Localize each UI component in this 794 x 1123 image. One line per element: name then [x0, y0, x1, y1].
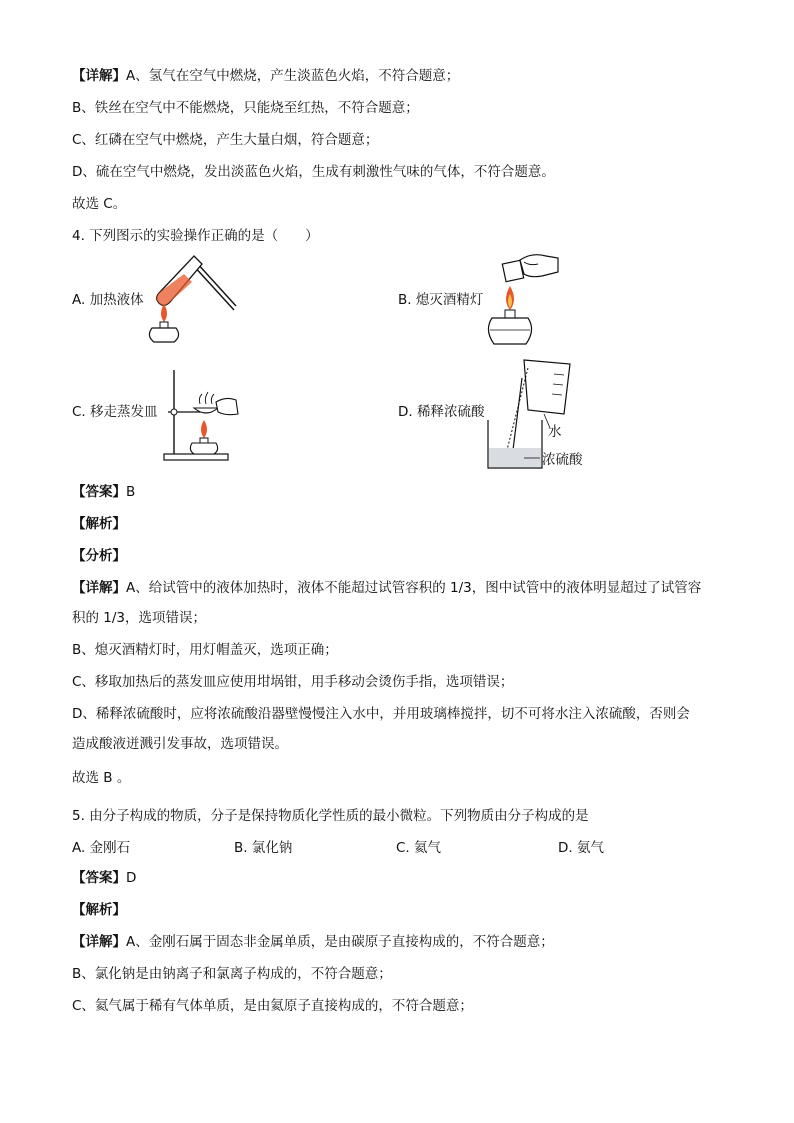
q4-option-b: B. 熄灭酒精灯	[398, 292, 484, 308]
q4-option-a: A. 加热液体	[72, 292, 144, 308]
q4-fenxi-tag: 【分析】	[72, 548, 126, 564]
detail-tag: 【详解】	[72, 68, 126, 84]
q4-detail-a1	[72, 578, 701, 598]
answer-value: D	[126, 870, 137, 886]
q4-answer	[72, 482, 135, 502]
detail-tag: 【详解】	[72, 580, 126, 596]
q5-analysis-tag: 【解析】	[72, 902, 126, 918]
q3-choose: 故选 C。	[72, 196, 127, 212]
q4-detail-d1: D、稀释浓硫酸时，应将浓硫酸沿器壁慢慢注入水中，并用玻璃棒搅拌，切不可将水注入浓硫酸，否则会	[72, 706, 690, 722]
q5-option-c: C. 氦气	[396, 840, 442, 856]
q3-detail-d: D、硫在空气中燃烧，发出淡蓝色火焰，生成有刺激性气味的气体，不符合题意。	[72, 164, 555, 180]
q5-detail-a	[72, 932, 554, 952]
q4-detail-a2: 积的 1/3，选项错误；	[72, 610, 207, 626]
q5-option-a: A. 金刚石	[72, 840, 131, 856]
label-concentrated-acid: 浓硫酸	[542, 452, 583, 468]
detail-text: A、金刚石属于固态非金属单质，是由碳原子直接构成的，不符合题意；	[126, 934, 554, 950]
q4-choose: 故选 B 。	[72, 770, 131, 786]
q3-detail-a	[72, 66, 459, 86]
q5-stem: 5. 由分子构成的物质，分子是保持物质化学性质的最小微粒。下列物质由分子构成的是	[72, 808, 589, 824]
q4-analysis-tag: 【解析】	[72, 516, 126, 532]
q5-detail-c: C、氦气属于稀有气体单质，是由氦原子直接构成的，不符合题意；	[72, 998, 473, 1014]
detail-text: A、氢气在空气中燃烧，产生淡蓝色火焰，不符合题意；	[126, 68, 460, 84]
figure-extinguish-lamp	[480, 248, 560, 352]
q5-option-d: D. 氨气	[558, 840, 604, 856]
figure-move-evaporating-dish	[160, 366, 240, 462]
q4-option-c: C. 移走蒸发皿	[72, 404, 158, 420]
q4-option-d: D. 稀释浓硫酸	[398, 404, 485, 420]
answer-tag: 【答案】	[72, 484, 126, 500]
q3-detail-c: C、红磷在空气中燃烧，产生大量白烟，符合题意；	[72, 132, 379, 148]
detail-tag: 【详解】	[72, 934, 126, 950]
q4-detail-c: C、移取加热后的蒸发皿应使用坩埚钳，用手移动会烫伤手指，选项错误；	[72, 674, 514, 690]
answer-value: B	[126, 484, 136, 500]
detail-text: A、给试管中的液体加热时，液体不能超过试管容积的 1/3，图中试管中的液体明显超过了试管容	[126, 580, 702, 596]
q4-detail-b: B、熄灭酒精灯时，用灯帽盖灭，选项正确；	[72, 642, 338, 658]
answer-tag: 【答案】	[72, 870, 126, 886]
label-water: 水	[548, 424, 562, 440]
q4-stem: 4. 下列图示的实验操作正确的是（ ）	[72, 228, 319, 244]
q5-option-b: B. 氯化钠	[234, 840, 293, 856]
q5-answer	[72, 868, 136, 888]
q3-detail-b: B、铁丝在空气中不能燃烧，只能烧至红热，不符合题意；	[72, 100, 419, 116]
figure-heating-liquid	[144, 252, 240, 344]
q4-detail-d2: 造成酸液迸溅引发事故，选项错误。	[72, 736, 288, 752]
q5-detail-b: B、氯化钠是由钠离子和氯离子构成的，不符合题意；	[72, 966, 392, 982]
